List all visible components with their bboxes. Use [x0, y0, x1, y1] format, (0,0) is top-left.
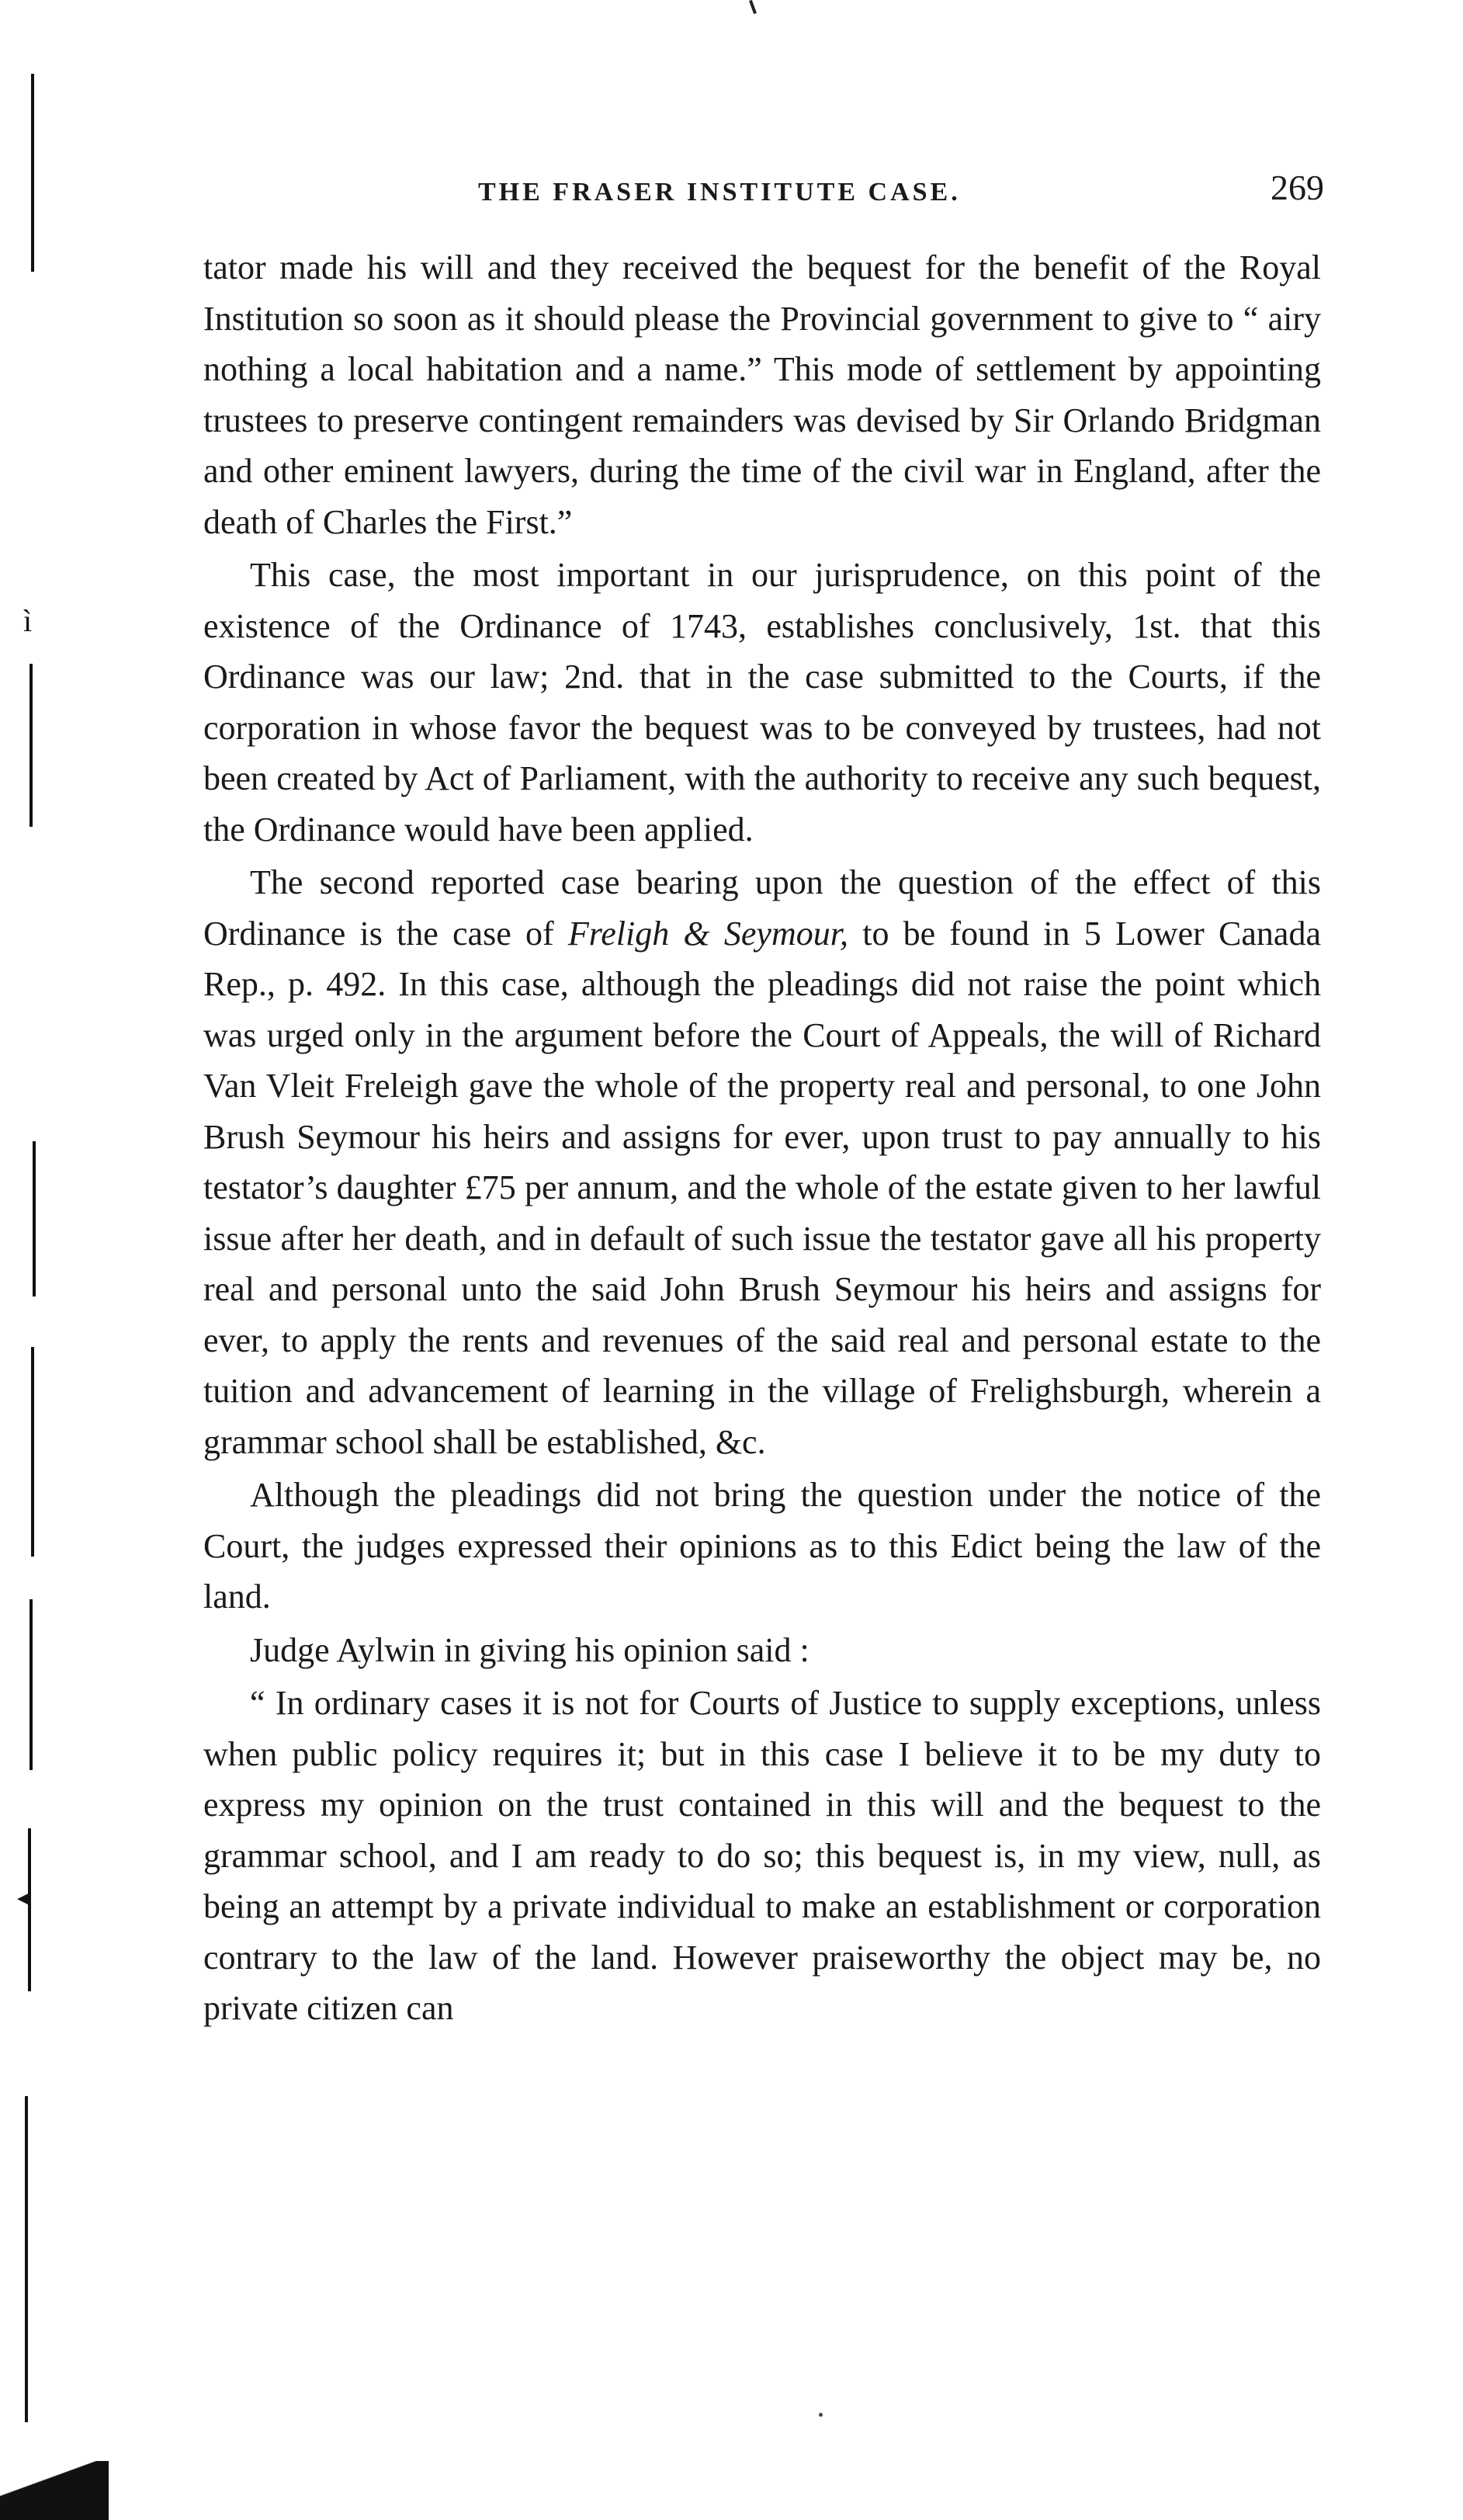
paragraph-text: The second reported case bearing upon the question of the effect of this Ordinance is the case of [203, 863, 1321, 953]
case-name-italic: Freligh & Seymour, [567, 914, 848, 953]
running-header [206, 167, 1324, 213]
body-text [203, 242, 1321, 2036]
binding-edge-line [29, 664, 33, 827]
binding-edge-line [25, 2096, 28, 2422]
paragraph: This case, the most important in our jurisprudence, on this point of the existence of the Ordinance of 1743, establishes conclusively, 1st. that this Ordinance was our law; 2nd. that in the case submitted to the Courts, if the corporation in whose favor the bequest was to be conveyed by trustees, had not been created by Act of Parliament, with the authority to receive any such bequest, the Ordinance would have been applied. [203, 556, 1321, 849]
binding-edge-line [33, 1141, 36, 1296]
paragraph-text: to be found in 5 Lower Canada Rep., p. 492. In this case, although the pleadings did not raise the point which was urged only in the argument before the Court of Appeals, the will of Richard Van Vleit Freleigh gave the whole of the property real and personal, to one John Brush Seymour his heirs and assigns for ever, upon trust to pay annually to his testator’s daughter £75 per annum, and the whole of the estate given to her lawful issue after her death, and in default of such issue the testator gave all his property real and personal unto the said John Brush Seymour his heirs and assigns for ever, to apply the rents and revenues of the said real and personal estate to the tuition and advancement of learning in the village of Frelighsburgh, wherein a grammar school shall be established, &c. [203, 914, 1321, 1461]
binding-edge-line [31, 1347, 34, 1557]
paragraph: tator made his will and they received the bequest for the benefit of the Royal Institution so soon as it should please the Provincial government to give to “ airy nothing a local habitation and a name.” This mode of settlement by appointing trustees to preserve contingent remainders was devised by Sir Orlando Bridgman and other eminent lawyers, during the time of the civil war in England, after the death of Charles the First.” [203, 248, 1321, 541]
binding-edge-mark: ◂ [17, 1885, 29, 1911]
paragraph [203, 857, 1321, 1467]
page-number: 269 [1271, 168, 1324, 207]
binding-edge-mark: ì [23, 603, 33, 638]
scan-stray-dot [819, 2413, 823, 2417]
running-title: THE FRASER INSTITUTE CASE. [478, 178, 961, 207]
paragraph: Judge Aylwin in giving his opinion said : [250, 1630, 810, 1669]
paragraph: Although the pleadings did not bring the question under the notice of the Court, the judges expressed their opinions as to this Edict being the law of the land. [203, 1476, 1321, 1616]
scan-mark-top [749, 0, 757, 14]
scan-corner-shadow [0, 2461, 109, 2520]
paragraph: “ In ordinary cases it is not for Courts of Justice to supply exceptions, unless when public policy requires it; but in this case I believe it to be my duty to express my opinion on the trust contained in this will and the bequest to the grammar school, and I am ready to do so; this bequest is, in my view, null, as being an attempt by a private individual to make an establishment or corporation contrary to the law of the land. However praiseworthy the object may be, no private citizen can [203, 1684, 1321, 2027]
binding-edge-line [31, 74, 34, 272]
binding-edge-line [29, 1599, 33, 1770]
